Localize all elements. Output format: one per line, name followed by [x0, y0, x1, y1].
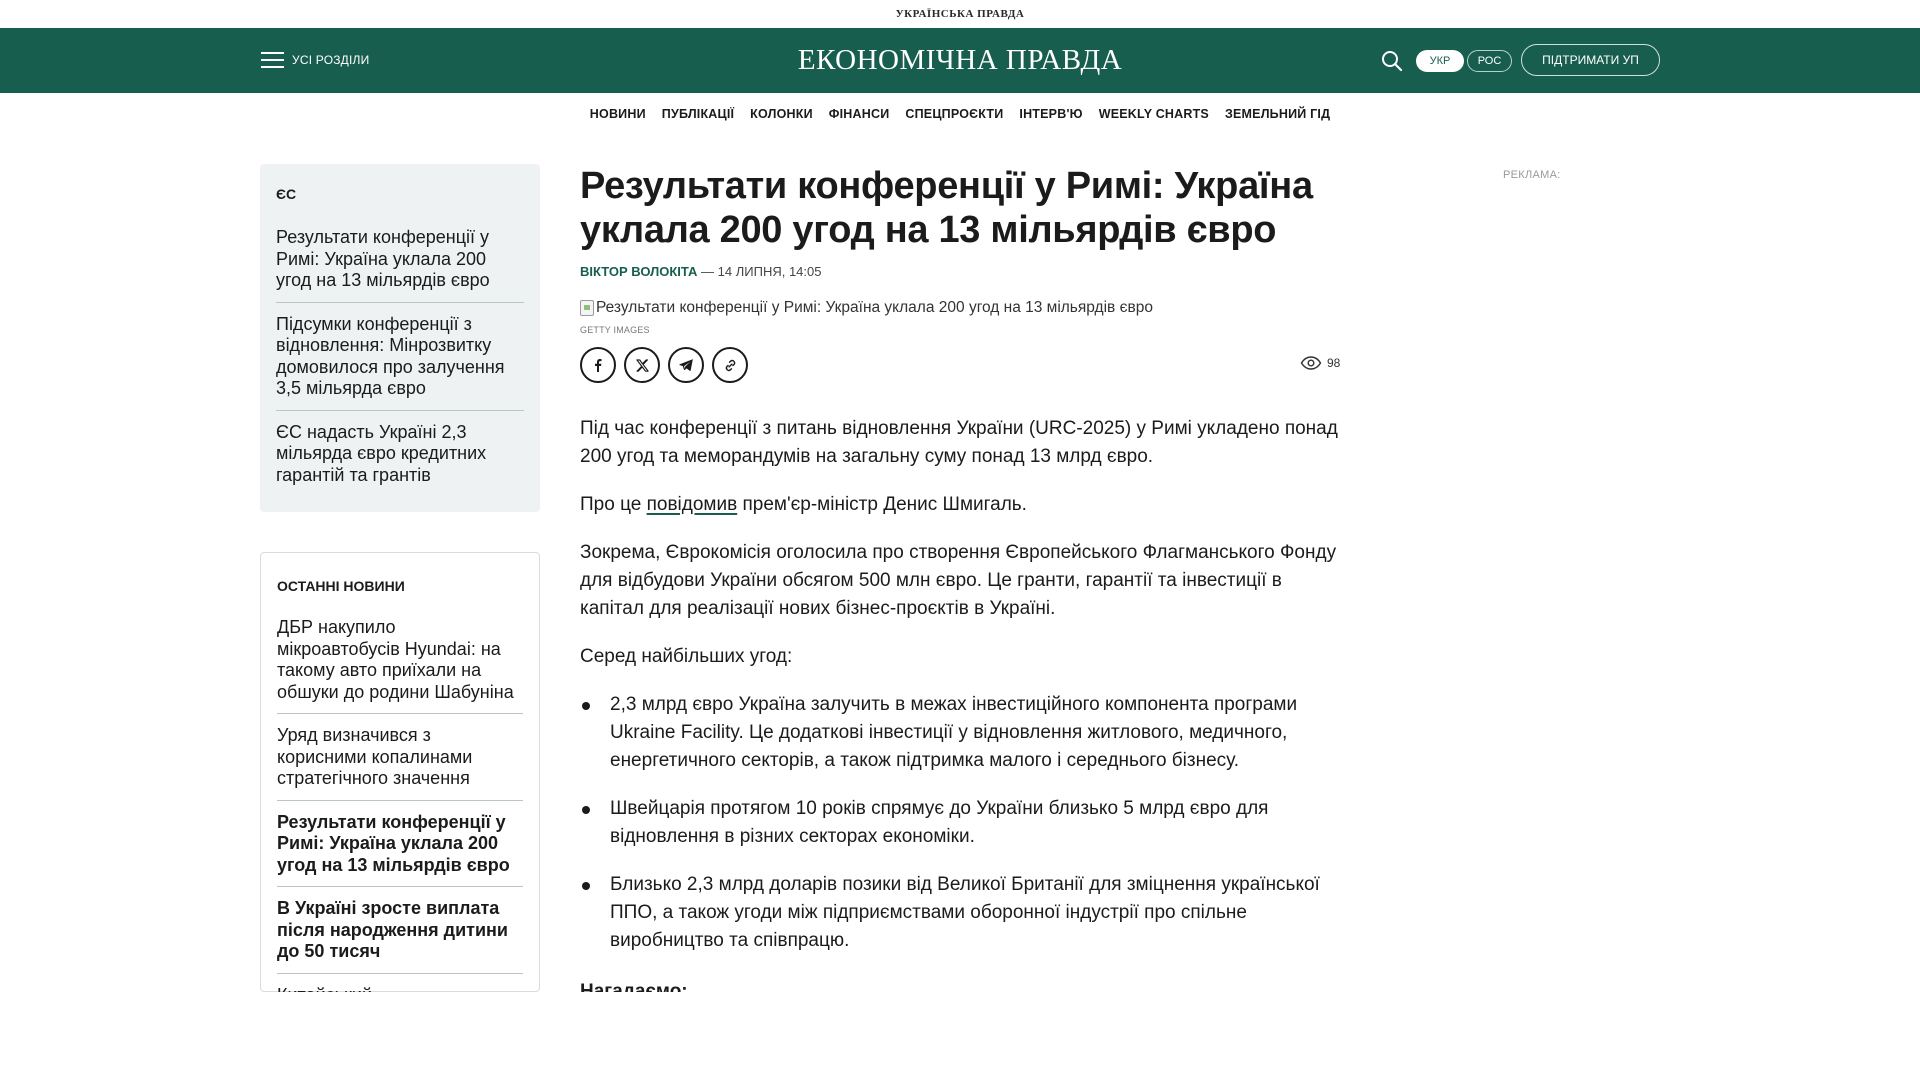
- x-icon: [635, 358, 650, 373]
- telegram-icon: [678, 357, 694, 373]
- author-link[interactable]: ВІКТОР ВОЛОКІТА: [580, 264, 698, 279]
- article: [580, 164, 1340, 975]
- paragraph: Зокрема, Єврокомісія оголосила про створення Європейського Флагманського Фонду для відбудови України обсягом 500 млн євро. Це гранти, гарантії та інвестиції в капітал для реалізації нових бізнес-проєктів в Україні.: [580, 542, 1337, 619]
- paragraph: Про це повідомив прем'єр-міністр Денис Шмигаль.: [580, 494, 1027, 515]
- paragraph: Під час конференції з питань відновлення України (URC-2025) у Римі укладено понад 200 угод та меморандумів на загальну суму понад 13 млрд євро.: [580, 418, 1338, 467]
- top-strip: [0, 0, 1920, 28]
- lang-ros-button[interactable]: РОС: [1467, 50, 1512, 72]
- share-x-button[interactable]: [624, 347, 660, 383]
- nav-item-publications[interactable]: ПУБЛІКАЦІЇ: [661, 107, 735, 121]
- all-sections-label: УСІ РОЗДІЛИ: [292, 53, 370, 67]
- source-link[interactable]: повідомив: [646, 494, 738, 515]
- publish-date: — 14 ЛИПНЯ, 14:05: [701, 264, 822, 279]
- lang-ukr-button[interactable]: УКР: [1416, 50, 1464, 72]
- tag-related-box: [260, 164, 540, 512]
- nav-item-news[interactable]: НОВИНИ: [589, 107, 646, 121]
- related-item[interactable]: ЄС надасть Україні 2,3 мільярда євро кредитних гарантій та грантів: [276, 421, 487, 485]
- view-count-value: 98: [1327, 356, 1341, 370]
- news-item[interactable]: ДБР накупило мікроавтобусів Hyundai: на такому авто приїхали на обшуки до родини Шабуніна: [277, 606, 523, 714]
- nav-item-finance[interactable]: ФІНАНСИ: [828, 107, 890, 121]
- nav-item-columns[interactable]: КОЛОНКИ: [750, 107, 813, 121]
- copy-link-button[interactable]: [712, 347, 748, 383]
- news-item[interactable]: Уряд визначився з корисними копалинами стратегічного значення: [277, 714, 523, 801]
- share-telegram-button[interactable]: [668, 347, 704, 383]
- nav-item-interview[interactable]: ІНТЕРВ'Ю: [1019, 107, 1083, 121]
- article-body: [580, 415, 1340, 955]
- tag-title[interactable]: ЄС: [276, 186, 297, 202]
- share-facebook-button[interactable]: [580, 347, 616, 383]
- article-title: Результати конференції у Римі: Україна уклала 200 угод на 13 мільярдів євро: [580, 165, 1313, 251]
- broken-image-icon: [580, 300, 594, 316]
- latest-news-title: ОСТАННІ НОВИНИ: [277, 578, 405, 594]
- facebook-icon: [590, 357, 606, 373]
- reminder-heading: [580, 978, 688, 992]
- share-bar: [580, 347, 1340, 383]
- related-item[interactable]: Підсумки конференції з відновлення: Мінрозвитку домовилося про залучення 3,5 мільярда євро: [276, 303, 524, 411]
- site-logo[interactable]: ЕКОНОМІЧНА ПРАВДА: [797, 44, 1123, 76]
- paragraph: Серед найбільших угод:: [580, 646, 793, 667]
- site-header: [0, 28, 1920, 93]
- view-count: [1300, 356, 1340, 370]
- list-item: 2,3 млрд євро Україна залучить в межах інвестиційного компонента програми Ukraine Facility. Це додаткові інвестиції у відновлення житлового, медичного, енергетичного секторів, а також підтримка малого і середнього бізнесу.: [580, 691, 1340, 775]
- image-alt-text: Результати конференції у Римі: Україна уклала 200 угод на 13 мільярдів євро: [596, 299, 1153, 316]
- eye-icon: [1300, 356, 1322, 370]
- list-item: Близько 2,3 млрд доларів позики від Великої Британії для зміцнення української ППО, а також угоди між підприємствами оборонної індустрії про спільне виробництво та співпрацю.: [580, 871, 1340, 955]
- search-icon[interactable]: [1380, 49, 1404, 73]
- deals-list: [580, 691, 1340, 955]
- article-image: [580, 299, 1340, 317]
- nav-item-land-guide[interactable]: ЗЕМЕЛЬНИЙ ГІД: [1224, 107, 1331, 121]
- up-brand-link[interactable]: УКРАЇНСЬКА ПРАВДА: [895, 8, 1025, 20]
- related-item[interactable]: Результати конференції у Римі: Україна уклала 200 угод на 13 мільярдів євро: [276, 216, 524, 303]
- news-item[interactable]: В Україні зросте виплата після народження дитини до 50 тисяч: [277, 887, 523, 974]
- byline: [580, 264, 1340, 279]
- nav-item-specprojects[interactable]: СПЕЦПРОЄКТИ: [905, 107, 1004, 121]
- viewport-bottom-blank: [0, 992, 1920, 1080]
- nav-item-weekly-charts[interactable]: WEEKLY CHARTS: [1098, 107, 1209, 121]
- news-item[interactable]: Результати конференції у Римі: Україна уклала 200 угод на 13 мільярдів євро: [277, 801, 523, 888]
- list-item: Швейцарія протягом 10 років спрямує до України близько 5 млрд євро для відновлення в різних секторах економіки.: [580, 795, 1340, 851]
- link-icon: [723, 358, 738, 373]
- section-nav: [0, 93, 1920, 135]
- ad-label: РЕКЛАМА:: [1503, 169, 1561, 181]
- latest-news-box: [260, 552, 540, 992]
- support-button[interactable]: ПІДТРИМАТИ УП: [1521, 44, 1660, 76]
- image-credit: GETTY IMAGES: [580, 325, 650, 335]
